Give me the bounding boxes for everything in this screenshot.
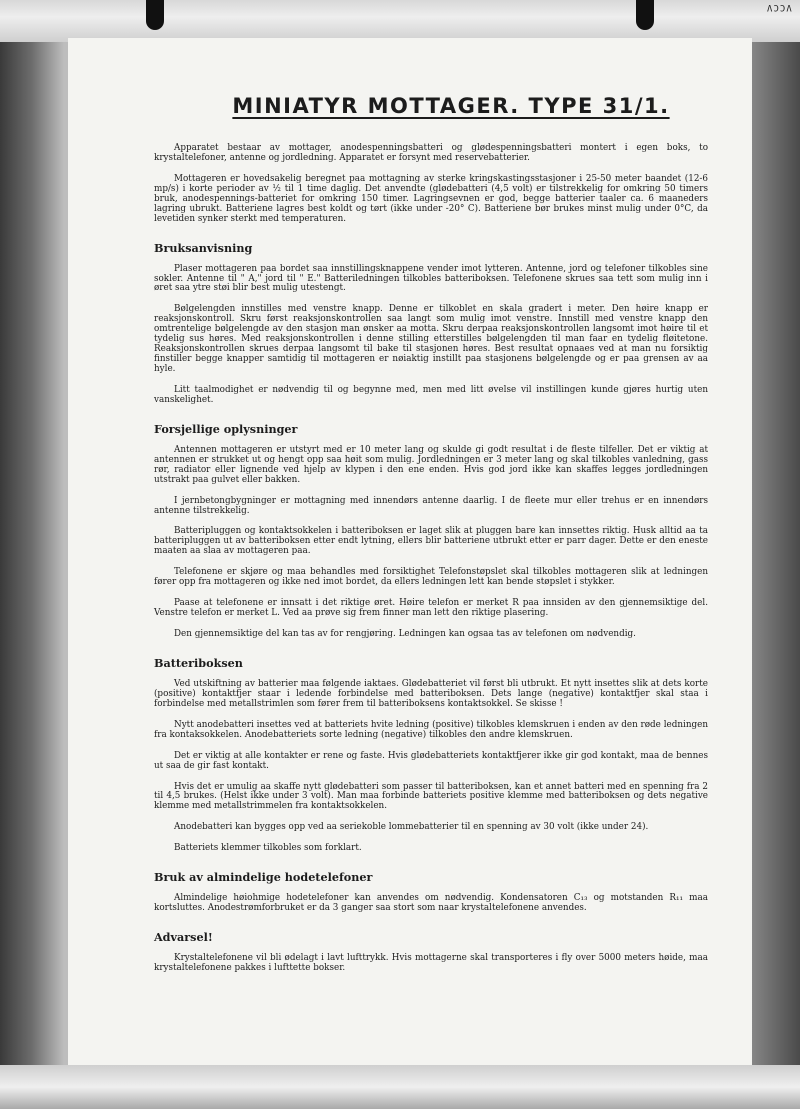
section-paragraph: Hvis det er umulig aa skaffe nytt glødebatteri som passer til batteriboksen, kan et annet batteri med en spenning fra 2 til 4,5 brukes. (Helst ikke under 3 volt). Man maa forbinde batteriets positive klemme med batteriboksen og dets negative klemme med metallstrimmelen fra kontaktsokkelen. xyxy=(154,781,708,812)
intro-paragraph: Apparatet bestaar av mottager, anodespenningsbatteri og glødespenningsbatteri montert i egen boks, to krystaltelefoner, antenne og jordledning. Apparatet er forsynt med reservebatterier. xyxy=(154,143,708,163)
section-paragraph: Anodebatteri kan bygges opp ved aa seriekoble lommebatterier til en spenning av 30 volt (ikke under 24). xyxy=(174,822,649,833)
section-paragraph: Antennen mottageren er utstyrt med er 10 meter lang og skulde gi godt resultat i de fleste tilfeller. Det er viktig at antennen er strukket ut og hengt opp saa høit som mulig. Jordledningen er 3 meter lang og skal tilkobles vanledning, gass rør, radiator eller lignende ved hjelp av klypen i den ene enden. Hvis god jord ikke kan skaffes legges jordledningen utstrakt paa gulvet eller bakken. xyxy=(154,444,708,485)
section-paragraph: Batteriets klemmer tilkobles som forklart. xyxy=(174,843,362,854)
section-paragraph: Telefonene er skjøre og maa behandles med forsiktighet Telefonstøpslet skal tilkobles mottageren slik at ledningen fører opp fra mottageren og ikke ned imot bordet, da ellers ledningen lett kan bende støpslet i stykker. xyxy=(154,567,708,588)
section-paragraph: I jernbetongbygninger er mottagning med innendørs antenne daarlig. I de fleete mur eller trehus er en innendørs antenne tilstrekkelig. xyxy=(154,495,708,516)
section-paragraph: Det er viktig at alle kontakter er rene og faste. Hvis glødebatteriets kontaktfjerer ikke gir god kontakt, maa de bennes ut saa de gir fast kontakt. xyxy=(154,750,708,771)
section-paragraph: Bølgelengden innstilles med venstre knapp. Denne er tilkoblet en skala gradert i meter. Den høire knapp er reaksjonskontroll. Skru først reaksjonskontrollen saa langt som mulig imot venstre. Innstill med venstre knapp den omtrentelige bølgelengde av den stasjon man ønsker aa motta. Skru derpaa reaksjonskontrollen langsomt imot høire til et tydelig sus høres. Med reaksjonskontrollen i denne stilling etterstilles bølgelengden til man faar en tydelig fløitetone. Reaksjonskontrollen skrues derpaa langsomt til bake til stasjonen høres. Best resultat opnaaes ved at man nu forsiktig finstiller begge knapper samtidig til mottageren er nøiaktig instillt paa stasjonens bølgelengde og er paa grensen av aa hyle. xyxy=(154,304,708,374)
section-heading-advarsel: Advarsel! xyxy=(154,930,213,945)
document-sheet xyxy=(68,38,752,1070)
section-paragraph: Krystaltelefonene vil bli ødelagt i lavt lufttrykk. Hvis mottagerne skal transporteres i fly over 5000 meters høide, maa krystaltelefonene pakkes i lufttette bokser. xyxy=(154,953,708,973)
film-edge-code: VCCV xyxy=(766,2,792,12)
section-paragraph: Litt taalmodighet er nødvendig til og begynne med, men med litt øvelse vil instillingen kunde gjøres hurtig uten vanskelighet. xyxy=(154,384,708,405)
section-paragraph: Plaser mottageren paa bordet saa innstillingsknappene vender imot lytteren. Antenne, jord og telefoner tilkobles sine sokler. Antenne til " A," jord til " E." Batteriledningen tilkobles batteriboksen. Telefonene skrues saa tett som mulig inn i øret saa ytre støi blir best mulig utestengt. xyxy=(154,263,708,294)
section-paragraph: Nytt anodebatteri insettes ved at batteriets hvite ledning (positive) tilkobles klemskruen i enden av den røde ledningen fra kontaksokkelen. Anodebatteriets sorte ledning (negative) tilkobles den andre klemskruen. xyxy=(154,719,708,740)
section-heading-hodetelefoner: Bruk av almindelige hodetelefoner xyxy=(154,870,373,885)
film-sprocket-notch xyxy=(146,0,164,30)
section-paragraph: Batteripluggen og kontaktsokkelen i batteriboksen er laget slik at pluggen bare kan innsettes riktig. Husk alltid aa ta batteripluggen ut av batteriboksen etter endt lytning, ellers blir batteriene utbrukt etter er parr dager. Dette er den eneste maaten aa slaa av mottageren paa. xyxy=(154,526,708,557)
film-edge-bottom xyxy=(0,1065,800,1109)
section-paragraph: Den gjennemsiktige del kan tas av for rengjøring. Ledningen kan ogsaa tas av telefonen om nødvendig. xyxy=(174,629,636,639)
section-paragraph: Paase at telefonene er innsatt i det riktige øret. Høire telefon er merket R paa innsiden av den gjennemsiktige del. Venstre telefon er merket L. Ved aa prøve sig frem finner man lett den riktige plasering. xyxy=(154,598,708,619)
section-heading-batteriboksen: Batteriboksen xyxy=(154,655,243,670)
section-paragraph: Almindelige høiohmige hodetelefoner kan anvendes om nødvendig. Kondensatoren C₁₃ og motstanden R₁₁ maa kortsluttes. Anodestrømforbruket er da 3 ganger saa stort som naar krystaltelefonene anvendes. xyxy=(154,893,708,914)
section-heading-bruksanvisning: Bruksanvisning xyxy=(154,240,253,255)
film-sprocket-notch xyxy=(636,0,654,30)
section-paragraph: Ved utskiftning av batterier maa følgende iaktaes. Glødebatteriet vil først bli utbrukt. Et nytt insettes slik at dets korte (positive) kontaktfjer staar i ledende forbindelse med batteriboksen. Dets lange (negative) kontaktfjer skal staa i forbindelse med metallstrimlen som fører frem til batteriboksens kontaktsokkel. Se skisse ! xyxy=(154,678,708,709)
intro-paragraph: Mottageren er hovedsakelig beregnet paa mottagning av sterke kringskastingsstasjoner i 25-50 meter baandet (12-6 mp/s) i korte perioder av ½ til 1 time daglig. Det anvendte (glødebatteri (4,5 volt) er tilstrekkelig for omkring 50 timers bruk, anodespennings-batteriet for omkring 150 timer. Lagringsevnen er god, begge batterier taaler ca. 6 maaneders lagring ubrukt. Batteriene lagres best koldt og tørt (ikke under -20° C). Batteriene bør brukes minst mulig under 0°C, da levetiden synker sterkt med temperaturen. xyxy=(154,173,708,224)
section-heading-oplysninger: Forsjellige oplysninger xyxy=(154,421,298,436)
document-title: MINIATYR MOTTAGER. TYPE 31/1. xyxy=(232,94,670,118)
film-edge-top xyxy=(0,0,800,42)
